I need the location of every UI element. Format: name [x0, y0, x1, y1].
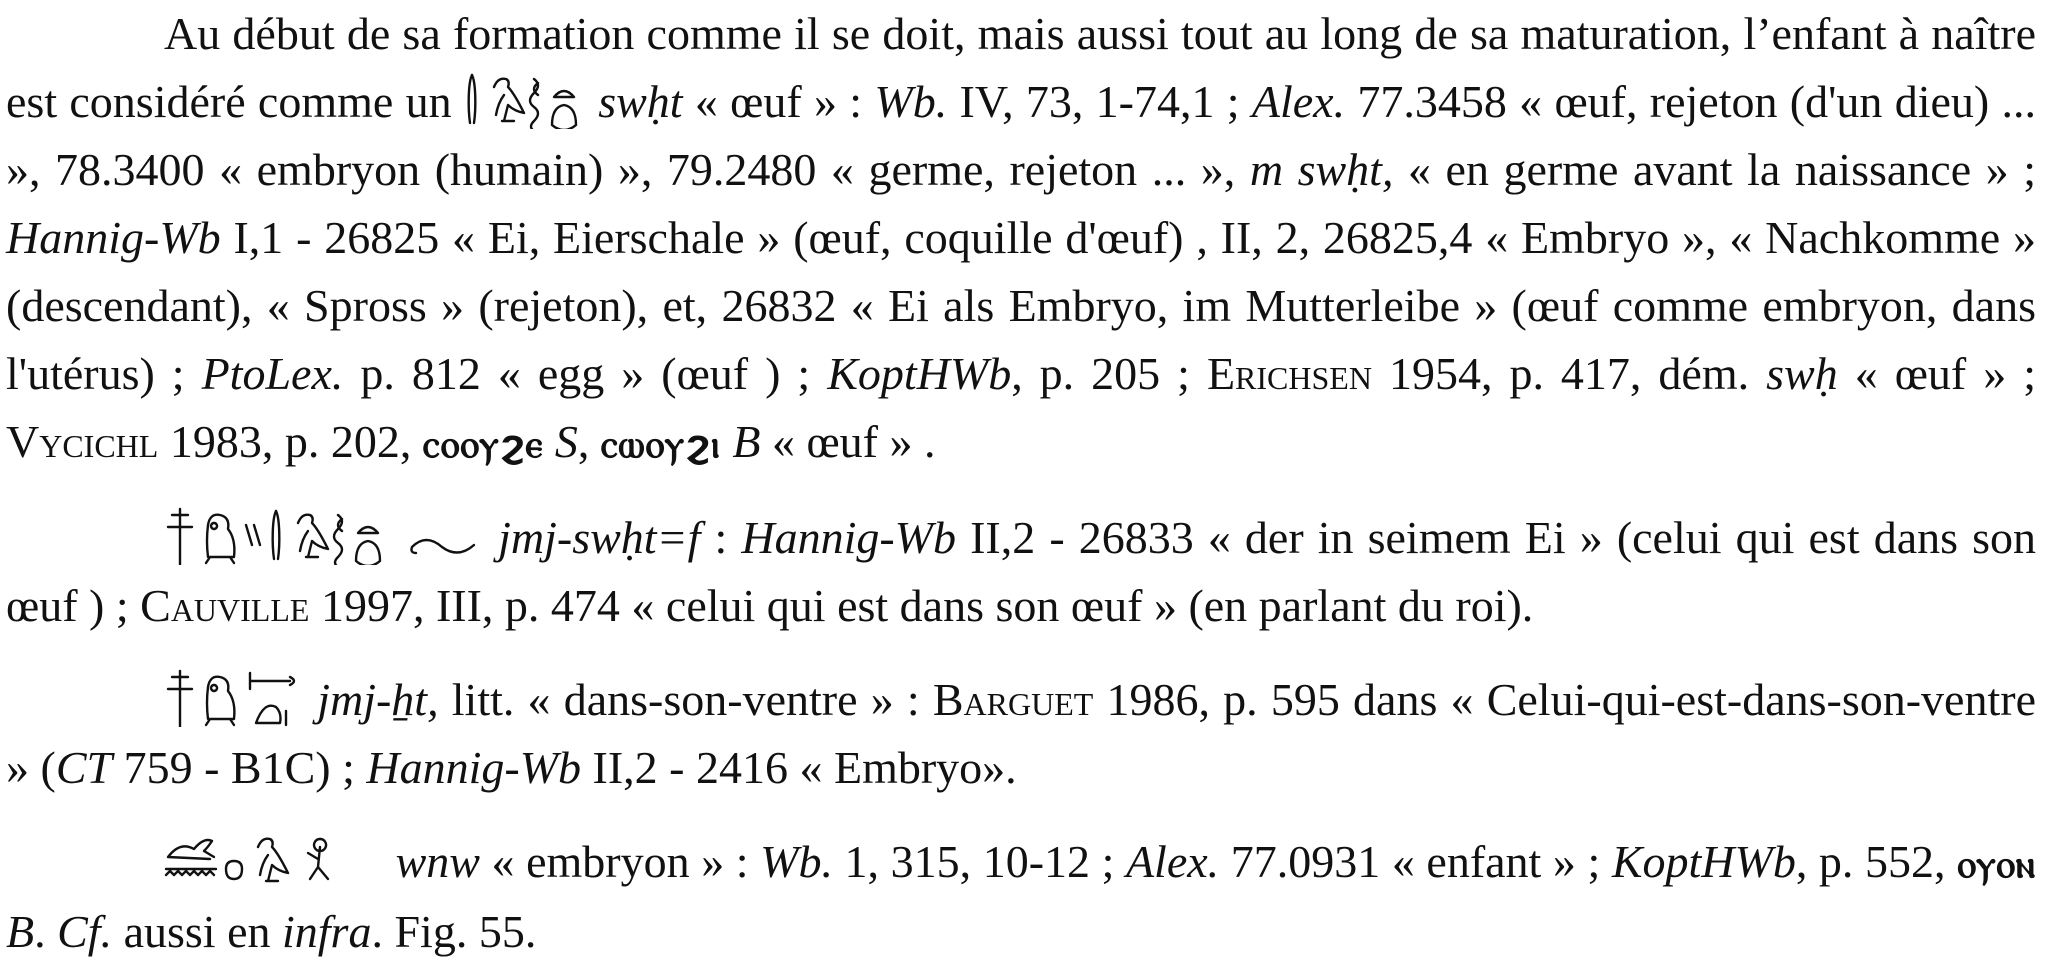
text-run: « en germe avant la naissance » ;	[1393, 144, 2036, 195]
italic-run: CT	[55, 742, 113, 793]
author-name: Barguet	[932, 674, 1094, 725]
text-run: II,2 - 26833 « der in seimem Ei » (celui qui est dans son œuf ) ;	[6, 512, 2036, 631]
hieroglyph-jmj-ht-icon	[164, 667, 304, 727]
text-run: Au début de sa formation comme il se doit, mais aussi tout au long de sa maturation, l’enfant à naître est considéré comme un	[6, 8, 2036, 127]
document-page	[6, 0, 2037, 957]
italic-run: Hannig-Wb	[6, 212, 221, 263]
italic-run: jmj-swḥt=f	[498, 512, 701, 563]
text-run: ,	[577, 416, 601, 467]
coptic-word: ⲥⲱⲟⲩϩⲓ	[600, 422, 721, 466]
text-run: 1954, p. 417, dém.	[1371, 348, 1767, 399]
text-run: 759 - B1C) ;	[112, 742, 367, 793]
hieroglyph-swht-egg-icon	[464, 69, 586, 129]
text-run	[384, 836, 396, 887]
text-run: II,2 - 2416 « Embryo».	[581, 742, 1017, 793]
text-run: . Fig. 55.	[371, 906, 537, 957]
italic-run: swḥt	[598, 76, 683, 127]
text-run	[304, 674, 317, 725]
italic-run: infra	[282, 906, 372, 957]
text-run: « œuf » ;	[1837, 348, 2037, 399]
text-run	[721, 416, 733, 467]
italic-run: jmj-ẖt,	[317, 674, 439, 725]
italic-run: KoptHWb	[1611, 836, 1796, 887]
hieroglyph-wnw-embryo-icon	[164, 829, 384, 889]
paragraph-wnw	[6, 828, 2036, 966]
italic-run: Wb.	[874, 76, 948, 127]
text-run: 77.3458 « œuf, rejeton (d'un dieu) ... », 78.3400 « embryon (humain) », 79.2480 « germe, rejeton ... »,	[6, 76, 2037, 195]
text-run: « œuf » .	[760, 416, 936, 467]
text-run: , p. 552,	[1795, 836, 1958, 887]
hieroglyph-jmj-swht-f-icon	[164, 505, 484, 565]
text-run: litt. « dans-son-ventre » :	[438, 674, 933, 725]
italic-run: S	[554, 416, 578, 467]
italic-run: Cf.	[57, 906, 113, 957]
coptic-word: ⲟⲩⲟⲛ	[1957, 842, 2037, 886]
text-run: , p. 205 ;	[1011, 348, 1207, 399]
italic-run: Hannig-Wb	[741, 512, 956, 563]
text-run: 1983, p. 202,	[158, 416, 423, 467]
italic-run: Alex.	[1251, 76, 1346, 127]
text-run: « embryon » :	[479, 836, 761, 887]
italic-run: swḥ	[1766, 348, 1838, 399]
coptic-word: ⲥⲟⲟⲩϩⲉ	[422, 422, 544, 466]
italic-run: B	[6, 906, 35, 957]
italic-run: Hannig-Wb	[366, 742, 582, 793]
paragraph-jmj-ht	[6, 666, 2036, 802]
text-run	[543, 416, 555, 467]
italic-run: m swḥt,	[1249, 144, 1394, 195]
text-run: 1997, III, p. 474 « celui qui est dans son œuf » (en parlant du roi).	[309, 580, 1534, 631]
author-name: Cauville	[140, 580, 310, 631]
italic-run: B	[732, 416, 761, 467]
paragraph-swht	[6, 0, 2036, 478]
paragraph-jmj-swht-f	[6, 504, 2036, 640]
italic-run: Alex.	[1125, 836, 1220, 887]
author-name: Erichsen	[1206, 348, 1372, 399]
text-run	[484, 512, 498, 563]
text-run: :	[700, 512, 742, 563]
text-run	[586, 76, 598, 127]
text-run: « œuf » :	[682, 76, 875, 127]
text-run: 77.0931 « enfant » ;	[1219, 836, 1612, 887]
text-run: IV, 73, 1-74,1 ;	[947, 76, 1252, 127]
text-run: p. 812 « egg » (œuf ) ;	[343, 348, 828, 399]
text-run: aussi en	[112, 906, 282, 957]
italic-run: PtoLex.	[201, 348, 344, 399]
author-name: Vycichl	[6, 416, 159, 467]
text-run: .	[34, 906, 58, 957]
italic-run: wnw	[395, 836, 480, 887]
italic-run: Wb.	[760, 836, 833, 887]
text-run: I,1 - 26825 « Ei, Eierschale » (œuf, coquille d'œuf) , II, 2, 26825,4 « Embryo », « Nachkomme » (descendant), « Spross » (rejeton), et, 26832 « Ei als Embryo, im Mutterleibe » (œuf comme embryon, dans l'utérus) ;	[6, 212, 2036, 399]
italic-run: KoptHWb	[827, 348, 1012, 399]
text-run: 1986, p. 595 dans « Celui-qui-est-dans-son-ventre » (	[6, 674, 2036, 793]
text-run: 1, 315, 10-12 ;	[832, 836, 1126, 887]
